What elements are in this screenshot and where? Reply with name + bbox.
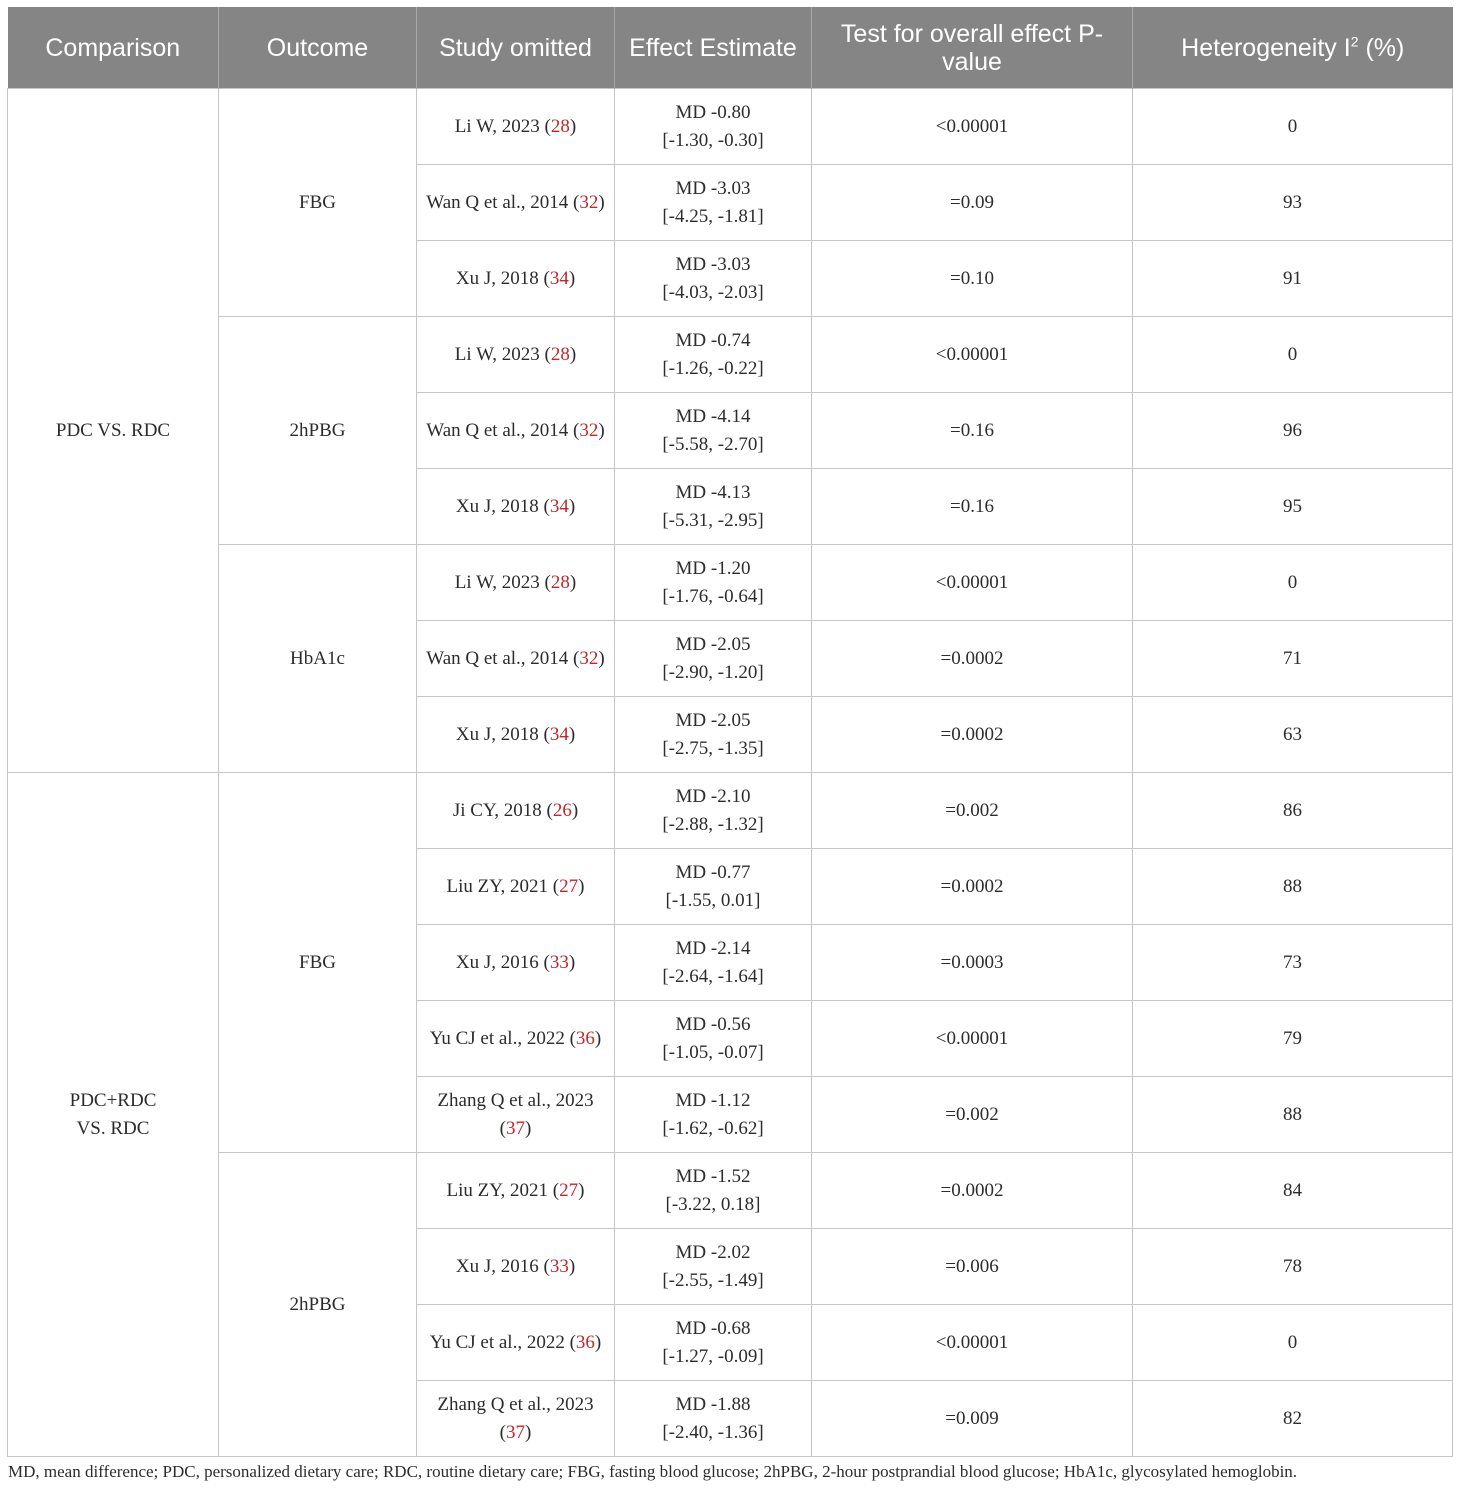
header-study-omitted: Study omitted [417,7,615,89]
header-p-value: Test for overall effect P-value [812,7,1133,89]
reference-link[interactable]: 37 [506,1117,525,1139]
effect-cell: MD -2.05 [-2.75, -1.35] [615,697,812,773]
i2-cell: 71 [1133,621,1453,697]
p-value-cell: <0.00001 [812,89,1133,165]
reference-link[interactable]: 34 [549,723,569,745]
table-row [8,1153,1453,1229]
effect-cell: MD -3.03 [-4.25, -1.81] [615,165,812,241]
reference-link[interactable]: 32 [579,191,599,213]
outcome-cell: FBG [219,773,417,1153]
outcome-cell: FBG [219,89,417,317]
outcome-cell: 2hPBG [219,317,417,545]
header-heterogeneity: Heterogeneity $I^2$ (%) [1133,7,1453,89]
reference-link[interactable]: 28 [550,343,570,365]
effect-cell: MD -2.10 [-2.88, -1.32] [615,773,812,849]
reference-link[interactable]: 28 [550,571,570,593]
p-value-cell: <0.00001 [812,545,1133,621]
header-outcome: Outcome [219,7,417,89]
i2-cell: 78 [1133,1229,1453,1305]
study-cell: Xu J, 2018 (34) [417,697,615,773]
reference-link[interactable]: 27 [559,1179,579,1201]
table-row [8,545,1453,621]
study-cell: Li W, 2023 (28) [417,545,615,621]
p-value-cell: =0.0002 [812,697,1133,773]
effect-cell: MD -0.68 [-1.27, -0.09] [615,1305,812,1381]
reference-link[interactable]: 32 [579,419,599,441]
reference-link[interactable]: 32 [579,647,599,669]
reference-link[interactable]: 33 [549,951,569,973]
study-cell: Li W, 2023 (28) [417,89,615,165]
table-footnote: MD, mean difference; PDC, personalized dietary care; RDC, routine dietary care; FBG, fasting blood glucose; 2hPBG, 2-hour postprandial blood glucose; HbA1c, glycosylated hemoglobin. [8,1462,1298,1481]
study-cell: Xu J, 2016 (33) [417,925,615,1001]
effect-cell: MD -1.52 [-3.22, 0.18] [615,1153,812,1229]
sensitivity-analysis-table [7,7,1453,1457]
study-cell: Zhang Q et al., 2023 (37) [417,1381,615,1457]
effect-cell: MD -1.12 [-1.62, -0.62] [615,1077,812,1153]
p-value-cell: =0.0002 [812,621,1133,697]
table-row [8,317,1453,393]
effect-cell: MD -1.20 [-1.76, -0.64] [615,545,812,621]
study-cell: Zhang Q et al., 2023 (37) [417,1077,615,1153]
table-row [8,773,1453,849]
i2-cell: 79 [1133,1001,1453,1077]
study-cell: Yu CJ et al., 2022 (36) [417,1305,615,1381]
study-cell: Xu J, 2018 (34) [417,469,615,545]
study-cell: Liu ZY, 2021 (27) [417,849,615,925]
reference-link[interactable]: 34 [549,267,569,289]
effect-cell: MD -2.14 [-2.64, -1.64] [615,925,812,1001]
p-value-cell: =0.0002 [812,1153,1133,1229]
i2-cell: 63 [1133,697,1453,773]
outcome-cell: 2hPBG [219,1153,417,1457]
p-value-cell: =0.10 [812,241,1133,317]
i2-cell: 86 [1133,773,1453,849]
study-cell: Yu CJ et al., 2022 (36) [417,1001,615,1077]
i2-cell: 95 [1133,469,1453,545]
p-value-cell: =0.0002 [812,849,1133,925]
table-row [8,89,1453,165]
i2-cell: 0 [1133,545,1453,621]
study-cell: Wan Q et al., 2014 (32) [417,621,615,697]
p-value-cell: =0.0003 [812,925,1133,1001]
effect-cell: MD -2.05 [-2.90, -1.20] [615,621,812,697]
p-value-cell: <0.00001 [812,1001,1133,1077]
study-cell: Xu J, 2016 (33) [417,1229,615,1305]
effect-cell: MD -0.77 [-1.55, 0.01] [615,849,812,925]
header-comparison: Comparison [8,7,219,89]
reference-link[interactable]: 36 [575,1331,595,1353]
study-cell: Xu J, 2018 (34) [417,241,615,317]
i2-cell: 0 [1133,317,1453,393]
effect-cell: MD -1.88 [-2.40, -1.36] [615,1381,812,1457]
effect-cell: MD -2.02 [-2.55, -1.49] [615,1229,812,1305]
effect-cell: MD -4.14 [-5.58, -2.70] [615,393,812,469]
comparison-cell: PDC VS. RDC [8,89,219,773]
reference-link[interactable]: 27 [559,875,579,897]
reference-link[interactable]: 36 [575,1027,595,1049]
i2-cell: 96 [1133,393,1453,469]
effect-cell: MD -3.03 [-4.03, -2.03] [615,241,812,317]
p-value-cell: =0.002 [812,773,1133,849]
i2-cell: 88 [1133,1077,1453,1153]
i2-cell: 0 [1133,1305,1453,1381]
effect-cell: MD -0.80 [-1.30, -0.30] [615,89,812,165]
outcome-cell: HbA1c [219,545,417,773]
i2-cell: 93 [1133,165,1453,241]
study-cell: Liu ZY, 2021 (27) [417,1153,615,1229]
reference-link[interactable]: 37 [506,1421,525,1443]
header-row [8,7,1453,89]
p-value-cell: <0.00001 [812,317,1133,393]
header-effect-estimate: Effect Estimate [615,7,812,89]
study-cell: Ji CY, 2018 (26) [417,773,615,849]
study-cell: Wan Q et al., 2014 (32) [417,393,615,469]
i2-cell: 0 [1133,89,1453,165]
p-value-cell: =0.002 [812,1077,1133,1153]
i2-cell: 84 [1133,1153,1453,1229]
i2-cell: 82 [1133,1381,1453,1457]
p-value-cell: =0.16 [812,393,1133,469]
effect-cell: MD -4.13 [-5.31, -2.95] [615,469,812,545]
p-value-cell: =0.006 [812,1229,1133,1305]
i2-cell: 91 [1133,241,1453,317]
effect-cell: MD -0.56 [-1.05, -0.07] [615,1001,812,1077]
p-value-cell: <0.00001 [812,1305,1133,1381]
effect-cell: MD -0.74 [-1.26, -0.22] [615,317,812,393]
i2-cell: 73 [1133,925,1453,1001]
p-value-cell: =0.009 [812,1381,1133,1457]
reference-link[interactable]: 33 [549,1255,569,1277]
p-value-cell: =0.09 [812,165,1133,241]
reference-link[interactable]: 34 [549,495,569,517]
i2-cell: 88 [1133,849,1453,925]
reference-link[interactable]: 26 [552,799,572,821]
comparison-cell: PDC+RDC VS. RDC [8,773,219,1457]
study-cell: Wan Q et al., 2014 (32) [417,165,615,241]
study-cell: Li W, 2023 (28) [417,317,615,393]
p-value-cell: =0.16 [812,469,1133,545]
reference-link[interactable]: 28 [550,115,570,137]
